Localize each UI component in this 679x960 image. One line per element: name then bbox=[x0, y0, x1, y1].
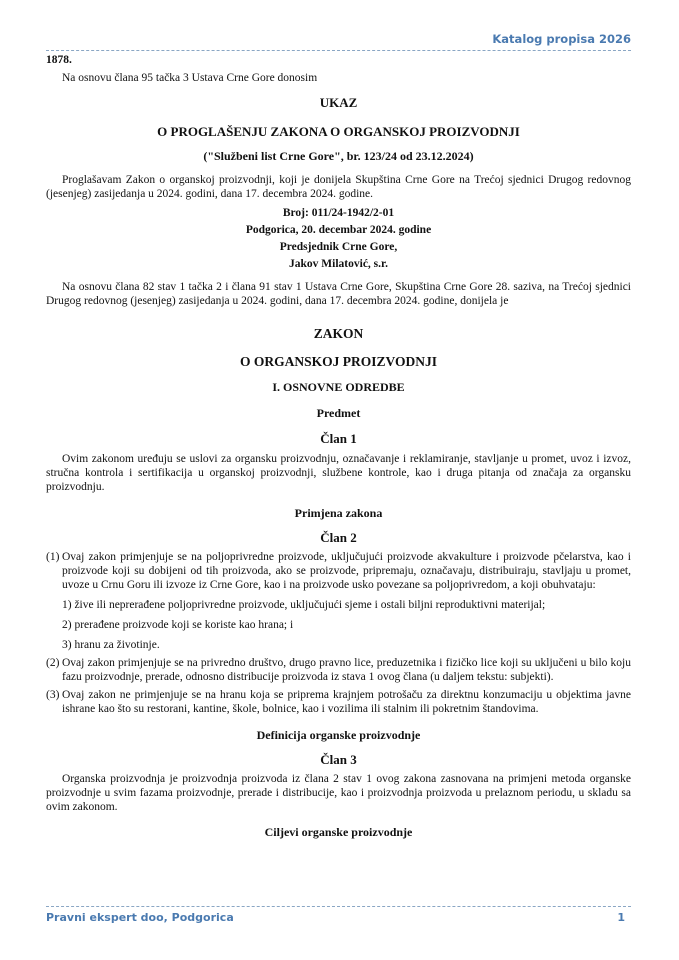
place-date: Podgorica, 20. decembar 2024. godine bbox=[245, 224, 432, 236]
article-2-item-2: 2) prerađene proizvode koji se koriste kao hrana; i bbox=[62, 619, 294, 631]
page-number: 1 bbox=[617, 911, 625, 924]
section-heading-ciljevi: Ciljevi organske proizvodnje bbox=[264, 825, 413, 839]
section-heading-primjena: Primjena zakona bbox=[294, 506, 383, 520]
act-number: 1878. bbox=[46, 54, 72, 66]
zakon-title: ZAKON bbox=[313, 326, 364, 341]
document-body bbox=[46, 52, 631, 840]
article-2-paragraph-3 bbox=[46, 688, 631, 716]
part-heading: I. OSNOVNE ODREDBE bbox=[272, 380, 405, 394]
article-2-paragraph-2 bbox=[46, 656, 631, 684]
page-header bbox=[46, 30, 631, 51]
article-2-paragraph-1 bbox=[46, 550, 631, 592]
article-2-item-3: 3) hranu za životinje. bbox=[62, 639, 160, 651]
president-name: Jakov Milatović, s.r. bbox=[289, 258, 388, 270]
proclamation-text: Proglašavam Zakon o organskoj proizvodnji, koji je donijela Skupština Crne Gore na Trećoj sjednici Drugog redovnog (jesenjeg) zasijedanja u 2024. godini, dana 17. decembra 2024. godine. bbox=[46, 174, 631, 200]
intro-text: Na osnovu člana 95 tačka 3 Ustava Crne Gore donosim bbox=[62, 72, 318, 84]
article-3-text: Organska proizvodnja je proizvodnja proizvoda iz člana 2 stav 1 ovog zakona zasnovana na primjeni metoda organske proizvodnje u svim fazama proizvodnje, prerade i distribucije, kao i proizvodnja proizvoda u prelaznom periodu, u skladu sa ovim zakonom. bbox=[46, 773, 631, 813]
paragraph-text: Ovaj zakon ne primjenjuje se na hranu koja se priprema krajnjem potrošaču za direktnu konzumaciju u objektima javne ishrane kao što su restorani, kantine, škole, bolnice, kao i vozilima ili stalnim ili pokretnim štandovima. bbox=[62, 689, 631, 715]
basis-text: Na osnovu člana 82 stav 1 tačka 2 i člana 91 stav 1 Ustava Crne Gore, Skupština Crne Gore 28. saziva, na Trećoj sjednici Drugog redovnog (jesenjeg) zasijedanja u 2024. godini, dana 17. decembra 2024. godine, donijela je bbox=[46, 281, 631, 307]
page-footer bbox=[46, 906, 631, 924]
gazette-reference: ("Službeni list Crne Gore", br. 123/24 od 23.12.2024) bbox=[203, 149, 474, 163]
zakon-subtitle: O ORGANSKOJ PROIZVODNJI bbox=[240, 354, 437, 369]
broj: Broj: 011/24-1942/2-01 bbox=[282, 207, 395, 219]
ukaz-title: UKAZ bbox=[319, 95, 358, 110]
paragraph-text: Ovaj zakon primjenjuje se na privredno društvo, drugo pravno lice, preduzetnika i fizičko lice koji su uključeni u bilo koju fazu proizvodnje, prerade, odnosno distribucije proizvoda iz stava 1 ovog člana (u daljem tekstu: subjekti). bbox=[62, 657, 631, 683]
article-1-text: Ovim zakonom uređuju se uslovi za organsku proizvodnju, označavanje i reklamiranje, stavljanje u promet, uvoz i izvoz, stručna kontrola i sertifikacija u organskoj proizvodnji, službene kontrole, kao i druga pitanja od značaja za organsku proizvodnju. bbox=[46, 453, 631, 493]
ukaz-subtitle: O PROGLAŠENJU ZAKONA O ORGANSKOJ PROIZVODNJI bbox=[157, 124, 520, 139]
article-2-heading: Član 2 bbox=[320, 530, 357, 545]
paragraph-marker: (1) bbox=[46, 551, 60, 563]
article-1-heading: Član 1 bbox=[320, 431, 357, 446]
paragraph-marker: (2) bbox=[46, 657, 60, 669]
catalog-title: Katalog propisa 2026 bbox=[492, 32, 631, 46]
section-heading-definicija: Definicija organske proizvodnje bbox=[256, 728, 421, 742]
publisher-name: Pravni ekspert doo, Podgorica bbox=[46, 911, 234, 924]
article-3-heading: Član 3 bbox=[320, 752, 357, 767]
paragraph-marker: (3) bbox=[46, 689, 60, 701]
section-heading-predmet: Predmet bbox=[316, 406, 361, 420]
article-2-item-1: 1) žive ili neprerađene poljoprivredne proizvode, uključujući sjeme i ostali biljni reproduktivni materijal; bbox=[62, 599, 546, 611]
paragraph-text: Ovaj zakon primjenjuje se na poljoprivredne proizvode, uključujući proizvode akvakulture i proizvode pčelarstva, kao i proizvode koji su dobijeni od tih proizvoda, ako se proizvode, pripremaju, označavaju, distribuiraju, stavljaju u promet, uvoze u Crnu Goru ili izvoze iz Crne Gore, kao i na proizvode usko povezane sa poljoprivredom, a koji obuhvataju: bbox=[62, 551, 631, 591]
president-title: Predsjednik Crne Gore, bbox=[279, 241, 398, 253]
